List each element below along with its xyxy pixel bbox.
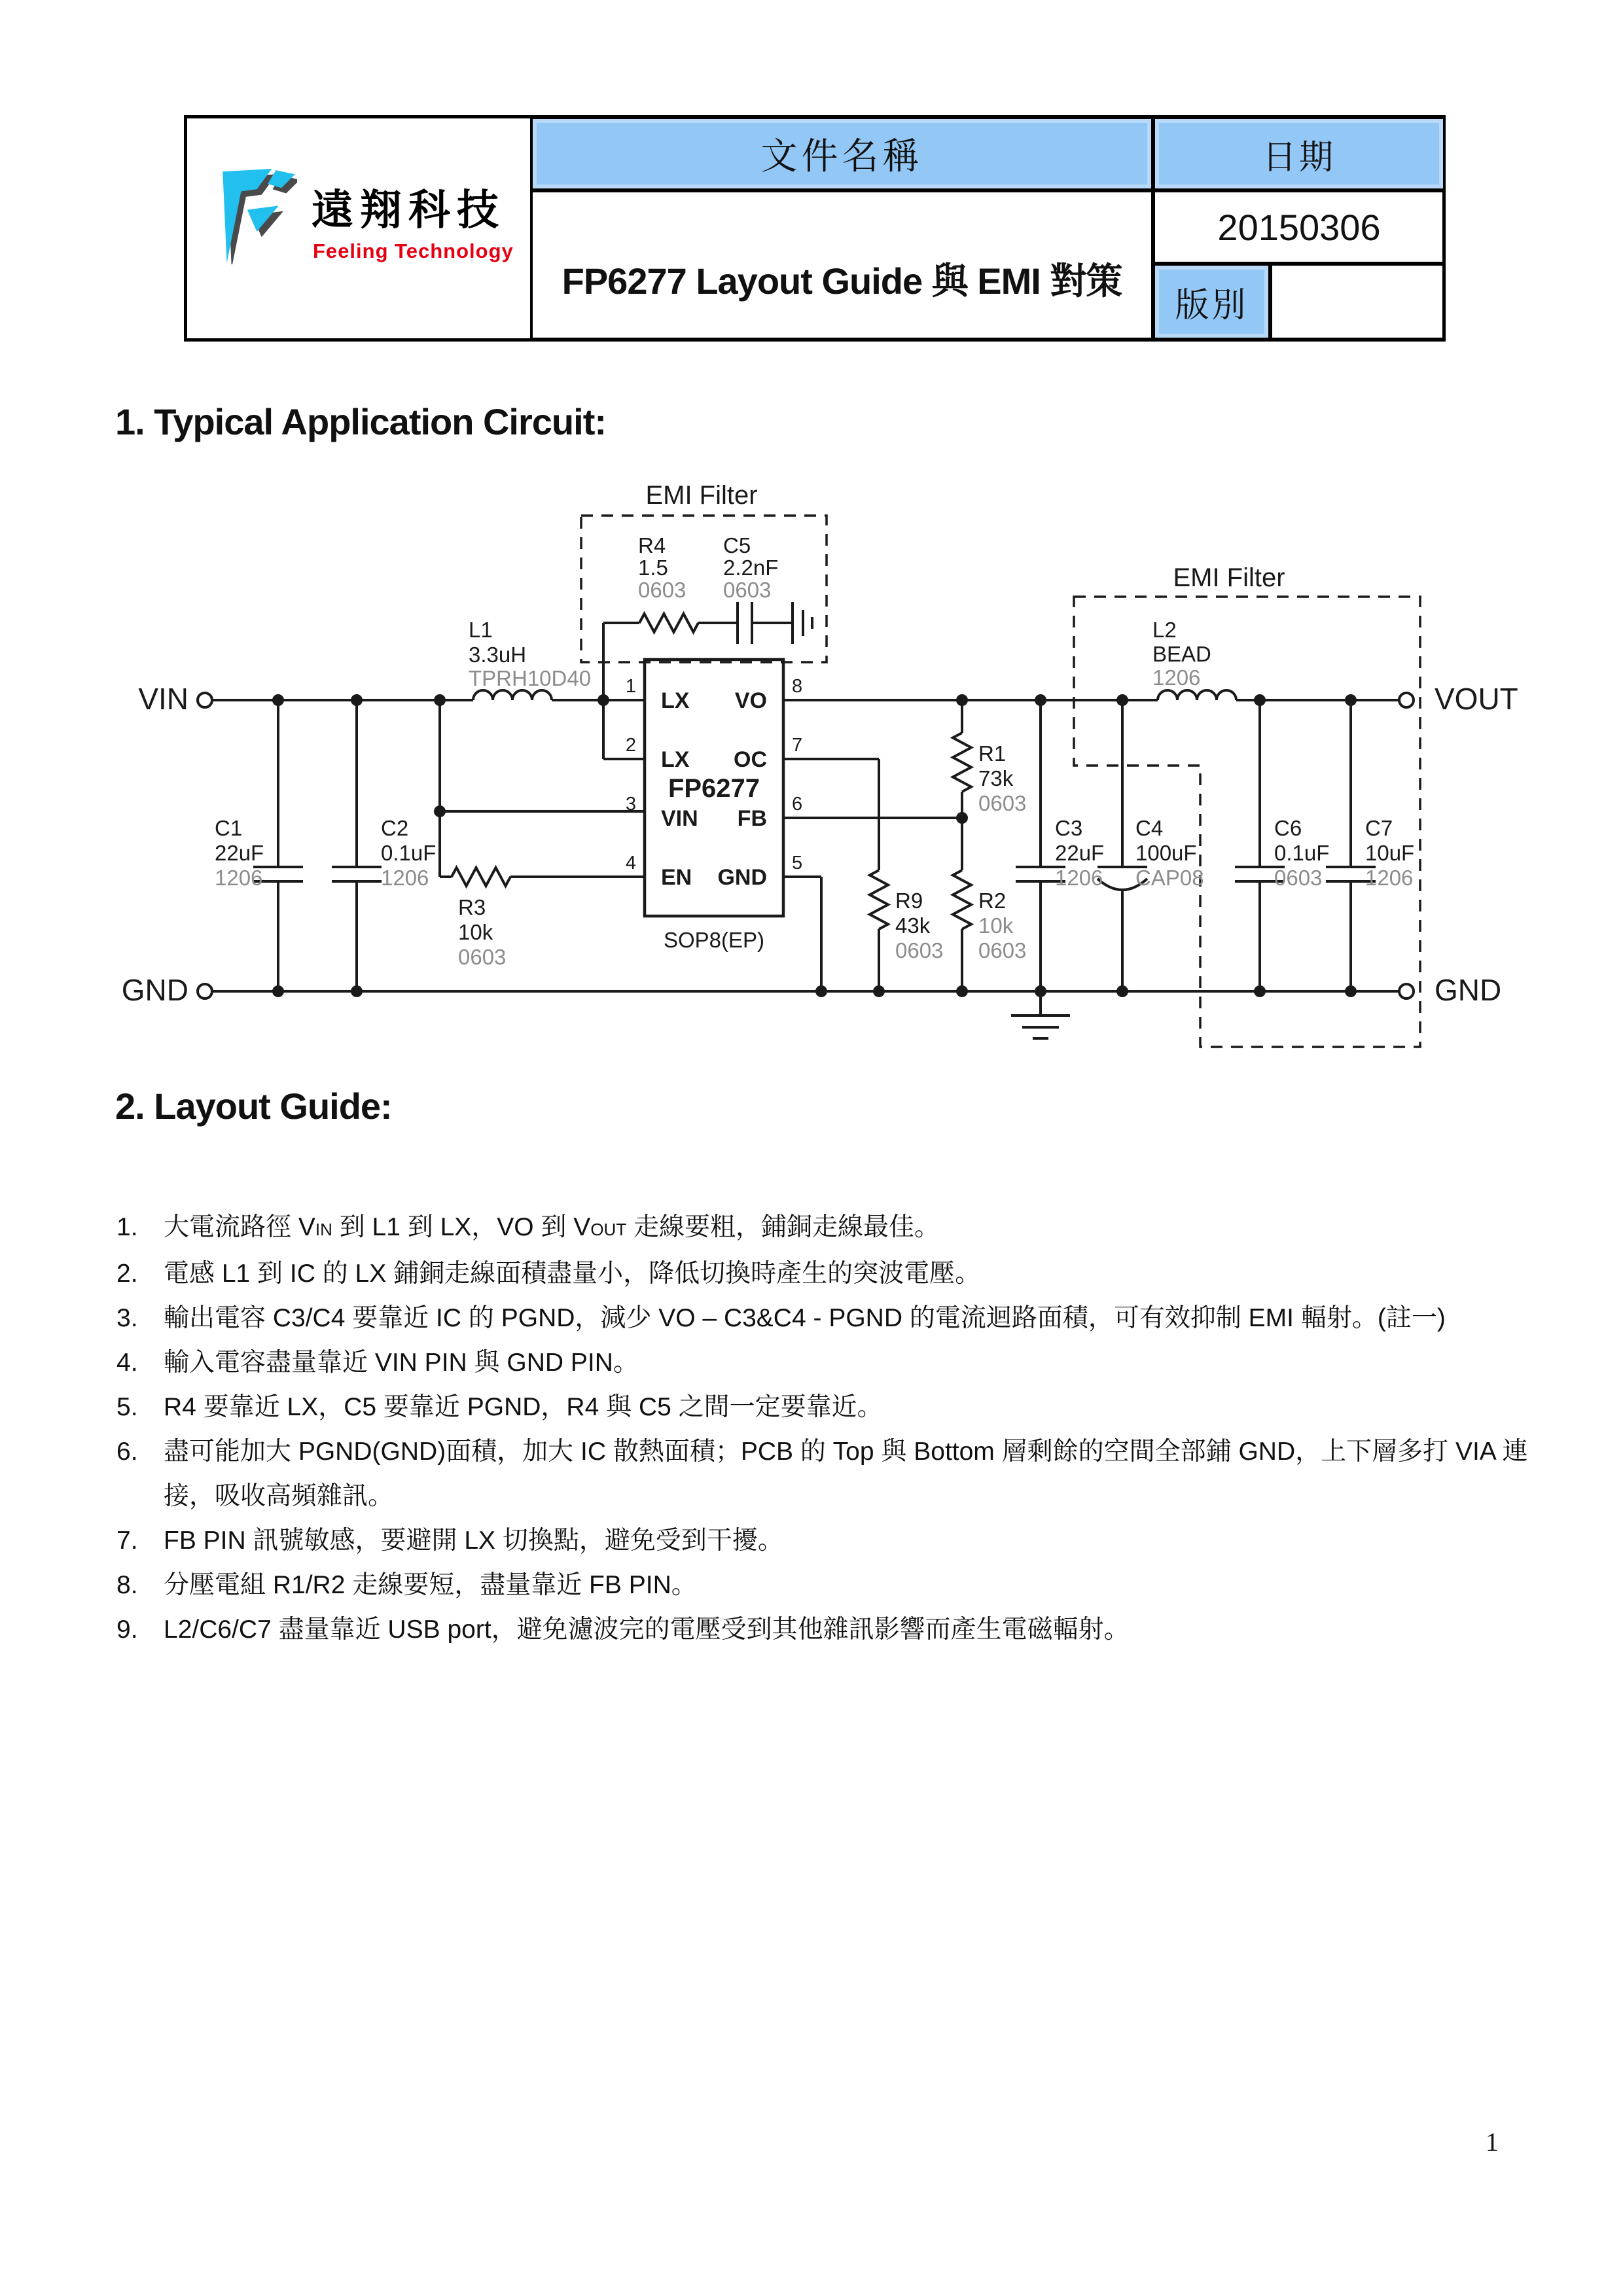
pin-name-en: EN [661, 865, 692, 890]
pin-name-oc: OC [734, 747, 767, 772]
c6-value: 0.1uF [1274, 841, 1330, 865]
item-text: 輸入電容盡量靠近 VIN PIN 與 GND PIN。 [164, 1349, 639, 1377]
r3-value: 10k [458, 920, 493, 944]
c7-value: 10uF [1365, 841, 1415, 865]
item-text: R4 要靠近 LX，C5 要靠近 PGND，R4 與 C5 之間一定要靠近。 [164, 1393, 883, 1421]
c7-footprint: 1206 [1365, 866, 1414, 890]
c5-ref: C5 [723, 533, 751, 557]
r2-ref: R2 [978, 889, 1007, 913]
component-r1 [978, 741, 1026, 815]
version-value-cell [1270, 263, 1446, 340]
component-c4 [1135, 816, 1204, 890]
r4-ref: R4 [638, 533, 666, 557]
pin-name-gnd: GND [717, 865, 767, 890]
list-item [116, 1205, 1537, 1252]
pin-name-lx2: LX [661, 747, 690, 772]
terminal-vout-label: VOUT [1435, 682, 1518, 716]
item-text: L2/C6/C7 盡量靠近 USB port，避免濾波完的電壓受到其他雜訊影響而產生電磁輻射。 [164, 1616, 1130, 1644]
component-c1 [215, 816, 264, 890]
r2-value: 10k [978, 913, 1014, 938]
layout-guide-list [116, 1205, 1537, 1652]
c4-footprint: CAP08 [1135, 866, 1204, 890]
pin-name-vin: VIN [661, 806, 698, 831]
c5-value: 2.2nF [723, 556, 779, 580]
company-name-en: Feeling Technology [313, 239, 514, 262]
item-text: 大電流路徑 VIN 到 L1 到 LX，VO 到 VOUT 走線要粗，鋪銅走線最佳。 [164, 1213, 940, 1241]
item-text: 輸出電容 C3/C4 要靠近 IC 的 PGND，減少 VO – C3&C4 - PGND 的電流迴路面積，可有效抑制 EMI 輻射。(註一) [164, 1304, 1446, 1332]
r3-footprint: 0603 [458, 945, 507, 969]
c5-footprint: 0603 [723, 578, 772, 602]
version-label: 版別 [1175, 287, 1249, 325]
r9-value: 43k [895, 913, 931, 938]
pin-name-vo: VO [734, 688, 767, 713]
doc-name-header-cell [530, 116, 1154, 191]
ic-name: FP6277 [668, 774, 760, 803]
c3-ref: C3 [1055, 816, 1083, 840]
list-item [116, 1519, 1537, 1563]
terminal-vin-label: VIN [138, 682, 188, 716]
item-number: 3. [116, 1304, 138, 1332]
feeling-technology-logo-icon [219, 169, 297, 264]
pin-num-4: 4 [625, 853, 636, 874]
item-number: 2. [116, 1260, 138, 1288]
page-number: 1 [1486, 2127, 1499, 2157]
c3-footprint: 1206 [1055, 866, 1103, 890]
doc-name-label: 文件名稱 [760, 137, 923, 177]
item-text: 分壓電組 R1/R2 走線要短，盡量靠近 FB PIN。 [164, 1571, 697, 1599]
item-number: 4. [116, 1349, 138, 1377]
date-value-cell [1152, 190, 1446, 264]
l2-value: BEAD [1152, 642, 1211, 666]
item-number: 7. [116, 1527, 138, 1555]
r9-footprint: 0603 [895, 938, 944, 963]
pin-num-2: 2 [625, 735, 636, 756]
component-c3 [1055, 816, 1104, 890]
item-text: 盡可能加大 PGND(GND)面積，加大 IC 散熱面積；PCB 的 Top 與 Bottom 層剩餘的空間全部鋪 GND，上下層多打 VIA 連接，吸收高頻雜訊。 [164, 1438, 1528, 1510]
c2-footprint: 1206 [381, 866, 429, 890]
date-header-cell [1152, 116, 1446, 191]
item-number: 6. [116, 1438, 138, 1466]
item-number: 5. [116, 1393, 138, 1421]
date-label: 日期 [1262, 139, 1336, 177]
doc-title: FP6277 Layout Guide 與 EMI 對策 [562, 260, 1122, 302]
c3-value: 22uF [1055, 841, 1105, 865]
pin-num-3: 3 [625, 794, 636, 815]
r1-ref: R1 [978, 741, 1007, 766]
item-text: 電感 L1 到 IC 的 LX 鋪銅走線面積盡量小，降低切換時產生的突波電壓。 [164, 1260, 981, 1288]
l1-ref: L1 [469, 618, 493, 642]
c7-ref: C7 [1365, 816, 1393, 840]
component-r4 [638, 533, 686, 602]
l2-footprint: 1206 [1152, 665, 1201, 690]
emi-filter-2-label: EMI Filter [1173, 563, 1285, 592]
c1-value: 22uF [215, 841, 264, 865]
company-name-zh: 遠翔科技 [312, 187, 505, 234]
component-r9 [895, 889, 943, 963]
list-item [116, 1430, 1537, 1519]
component-c5 [723, 533, 778, 602]
pin-num-8: 8 [792, 676, 803, 697]
c1-ref: C1 [215, 816, 243, 840]
c1-footprint: 1206 [215, 866, 263, 890]
item-number: 1. [116, 1213, 138, 1241]
component-l1 [469, 618, 591, 690]
component-l2 [1152, 618, 1211, 690]
c2-ref: C2 [381, 816, 409, 840]
r3-ref: R3 [458, 895, 486, 919]
ic-package: SOP8(EP) [663, 928, 765, 952]
ic-fp6277 [626, 660, 802, 952]
c4-value: 100uF [1135, 841, 1197, 865]
c4-ref: C4 [1135, 816, 1164, 840]
r2-footprint: 0603 [978, 938, 1027, 963]
list-item [116, 1296, 1537, 1341]
pin-num-1: 1 [625, 676, 636, 697]
terminal-gnd-right-label: GND [1435, 973, 1502, 1007]
item-number: 9. [116, 1616, 138, 1644]
list-item [116, 1252, 1537, 1296]
doc-title-cell [530, 190, 1154, 340]
pin-name-lx1: LX [661, 688, 690, 713]
r1-footprint: 0603 [978, 791, 1027, 815]
subscript: OUT [590, 1220, 627, 1239]
r9-ref: R9 [895, 889, 923, 913]
r1-value: 73k [978, 766, 1014, 790]
c6-ref: C6 [1274, 816, 1302, 840]
list-item [116, 1563, 1537, 1608]
pin-num-5: 5 [792, 853, 803, 874]
component-labels [215, 533, 1414, 969]
r4-value: 1.5 [638, 556, 668, 580]
list-item [116, 1341, 1537, 1385]
emi-filter-1-label: EMI Filter [645, 481, 758, 510]
section-1-heading: 1. Typical Application Circuit: [115, 401, 606, 442]
c6-footprint: 0603 [1274, 866, 1323, 890]
component-c2 [381, 816, 436, 890]
r4-footprint: 0603 [638, 578, 687, 602]
subscript: IN [315, 1220, 332, 1239]
pin-num-6: 6 [792, 794, 803, 815]
c2-value: 0.1uF [381, 841, 437, 865]
l1-footprint: TPRH10D40 [469, 666, 592, 690]
emi-filter-1-box [581, 516, 827, 662]
l2-ref: L2 [1152, 618, 1177, 642]
list-item [116, 1608, 1537, 1652]
component-r3 [458, 895, 506, 969]
date-value: 20150306 [1217, 206, 1381, 248]
version-header-cell [1152, 263, 1271, 340]
list-item [116, 1385, 1537, 1430]
item-text: FB PIN 訊號敏感，要避開 LX 切換點，避免受到干擾。 [164, 1527, 783, 1555]
component-c6 [1274, 816, 1329, 890]
component-r2 [978, 889, 1026, 963]
pin-name-fb: FB [737, 806, 767, 831]
application-circuit-diagram [0, 458, 1623, 1086]
item-number: 8. [116, 1571, 138, 1599]
terminal-gnd-left-label: GND [121, 973, 188, 1007]
component-c7 [1365, 816, 1414, 890]
pin-num-7: 7 [792, 735, 803, 756]
section-2-heading: 2. Layout Guide: [115, 1086, 392, 1127]
l1-value: 3.3uH [469, 643, 527, 667]
